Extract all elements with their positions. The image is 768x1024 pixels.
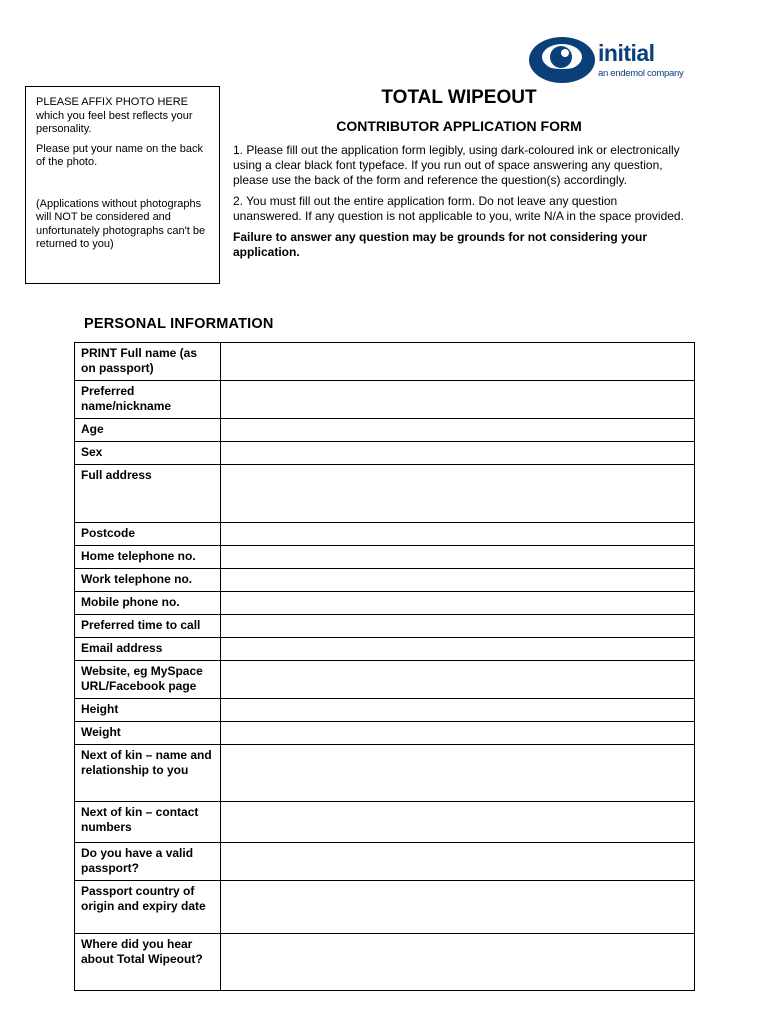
field-label: Age [75, 419, 221, 442]
table-row [75, 934, 695, 991]
field-label: Where did you hear about Total Wipeout? [75, 934, 221, 991]
table-row [75, 465, 695, 523]
answer-field-sex[interactable] [221, 442, 695, 465]
instruction-2: 2. You must fill out the entire application form. Do not leave any question unanswered. If any question is not applicable to you, write N/A in the space provided. [233, 194, 684, 223]
field-label: Do you have a valid passport? [75, 843, 221, 881]
field-label: Sex [75, 442, 221, 465]
answer-field-height[interactable] [221, 699, 695, 722]
table-row [75, 343, 695, 381]
answer-field-passport[interactable] [221, 843, 695, 881]
table-row [75, 722, 695, 745]
instruction-1: 1. Please fill out the application form legibly, using dark-coloured ink or electronically using a clear black font typeface. If you run out of space answering any question, please use the back of the form and reference the question(s) accordingly. [233, 143, 680, 187]
answer-field-next-of-kin-numbers[interactable] [221, 802, 695, 843]
table-row [75, 592, 695, 615]
answer-field-work-phone[interactable] [221, 569, 695, 592]
table-row [75, 569, 695, 592]
answer-field-call-time[interactable] [221, 615, 695, 638]
page-title: TOTAL WIPEOUT [381, 87, 537, 108]
table-row [75, 419, 695, 442]
field-label: Passport country of origin and expiry date [75, 881, 221, 934]
answer-field-passport-country[interactable] [221, 881, 695, 934]
answer-field-mobile-phone[interactable] [221, 592, 695, 615]
instructions [233, 143, 688, 266]
table-row [75, 745, 695, 802]
section-title: PERSONAL INFORMATION [84, 316, 274, 332]
table-row [75, 442, 695, 465]
table-row [75, 699, 695, 722]
field-label: Height [75, 699, 221, 722]
answer-field-postcode[interactable] [221, 523, 695, 546]
answer-field-email[interactable] [221, 638, 695, 661]
field-label: Email address [75, 638, 221, 661]
personal-info-table [74, 342, 695, 991]
answer-field-website[interactable] [221, 661, 695, 699]
table-row [75, 546, 695, 569]
photo-instruction-3: (Applications without photographs will NOT be considered and unfortunately photographs can't be returned to you) [36, 197, 206, 250]
instruction-warning: Failure to answer any question may be grounds for not considering your application. [233, 230, 648, 259]
field-label: PRINT Full name (as on passport) [75, 343, 221, 381]
field-label: Weight [75, 722, 221, 745]
field-label: Preferred name/nickname [75, 381, 221, 419]
answer-field-next-of-kin-name[interactable] [221, 745, 695, 802]
field-label: Next of kin – name and relationship to you [75, 745, 221, 802]
answer-field-referral[interactable] [221, 934, 695, 991]
field-label: Preferred time to call [75, 615, 221, 638]
field-label: Next of kin – contact numbers [75, 802, 221, 843]
table-row [75, 638, 695, 661]
photo-placeholder-box [25, 86, 220, 284]
field-label: Postcode [75, 523, 221, 546]
table-row [75, 802, 695, 843]
table-row [75, 615, 695, 638]
photo-instruction-1: PLEASE AFFIX PHOTO HERE which you feel best reflects your personality. [36, 96, 193, 135]
field-label: Mobile phone no. [75, 592, 221, 615]
table-row [75, 661, 695, 699]
answer-field-nickname[interactable] [221, 381, 695, 419]
eye-logo-icon [528, 34, 596, 86]
company-logo [528, 34, 688, 86]
field-label: Work telephone no. [75, 569, 221, 592]
answer-field-weight[interactable] [221, 722, 695, 745]
page-subtitle: CONTRIBUTOR APPLICATION FORM [336, 118, 582, 134]
table-row [75, 381, 695, 419]
logo-wordmark: initial [598, 40, 655, 66]
logo-tagline: an endemol company [598, 68, 684, 79]
answer-field-home-phone[interactable] [221, 546, 695, 569]
table-row [75, 881, 695, 934]
field-label: Full address [75, 465, 221, 523]
answer-field-address[interactable] [221, 465, 695, 523]
photo-instruction-2: Please put your name on the back of the photo. [36, 142, 203, 168]
field-label: Website, eg MySpace URL/Facebook page [75, 661, 221, 699]
answer-field-full-name[interactable] [221, 343, 695, 381]
table-row [75, 843, 695, 881]
answer-field-age[interactable] [221, 419, 695, 442]
field-label: Home telephone no. [75, 546, 221, 569]
table-row [75, 523, 695, 546]
